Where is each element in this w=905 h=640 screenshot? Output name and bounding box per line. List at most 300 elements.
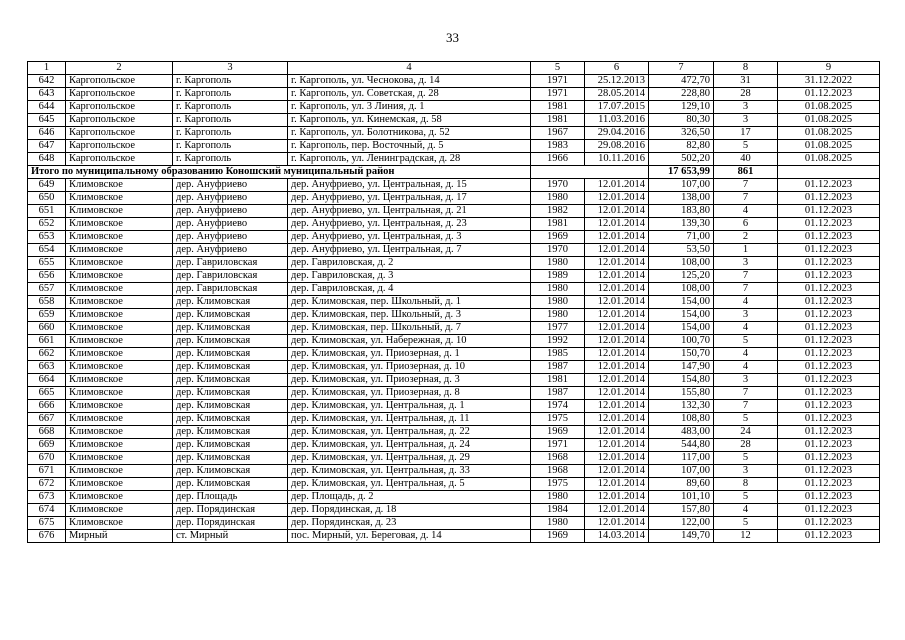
locality: дер. Климовская [173,413,288,426]
municipality: Климовское [66,296,173,309]
row-number: 642 [28,75,66,88]
residents-count: 3 [714,114,778,127]
address: дер. Климовская, ул. Центральная, д. 33 [288,465,531,478]
address: дер. Климовская, ул. Набережная, д. 10 [288,335,531,348]
relocation-deadline: 01.12.2023 [778,257,880,270]
table-row [28,127,880,140]
area: 326,50 [649,127,714,140]
relocation-deadline: 01.12.2023 [778,374,880,387]
table-row [28,283,880,296]
row-number: 661 [28,335,66,348]
relocation-deadline: 01.12.2023 [778,322,880,335]
residents-count: 5 [714,517,778,530]
year-built: 1969 [531,530,585,543]
year-built: 1982 [531,205,585,218]
row-number: 667 [28,413,66,426]
row-number: 658 [28,296,66,309]
municipality: Климовское [66,504,173,517]
table-row [28,270,880,283]
residents-count: 5 [714,491,778,504]
municipality: Климовское [66,517,173,530]
residents-count: 2 [714,231,778,244]
recognition-date: 12.01.2014 [585,400,649,413]
municipality: Климовское [66,283,173,296]
year-built: 1966 [531,153,585,166]
table-row [28,231,880,244]
year-built: 1970 [531,179,585,192]
residents-count: 8 [714,478,778,491]
year-built: 1980 [531,257,585,270]
residents-count: 4 [714,322,778,335]
year-built: 1977 [531,322,585,335]
relocation-deadline: 01.12.2023 [778,205,880,218]
column-number: 4 [288,62,531,75]
row-number: 646 [28,127,66,140]
row-number: 659 [28,309,66,322]
year-built: 1992 [531,335,585,348]
address: дер. Климовская, ул. Центральная, д. 1 [288,400,531,413]
year-built: 1967 [531,127,585,140]
municipality: Климовское [66,257,173,270]
area: 108,00 [649,257,714,270]
municipality: Климовское [66,179,173,192]
locality: дер. Климовская [173,374,288,387]
recognition-date: 29.04.2016 [585,127,649,140]
locality: дер. Климовская [173,439,288,452]
municipality: Климовское [66,413,173,426]
row-number: 650 [28,192,66,205]
area: 483,00 [649,426,714,439]
area: 155,80 [649,387,714,400]
recognition-date: 12.01.2014 [585,387,649,400]
year-built: 1981 [531,101,585,114]
address: дер. Порядинская, д. 18 [288,504,531,517]
table-row [28,179,880,192]
recognition-date: 12.01.2014 [585,478,649,491]
municipality: Климовское [66,374,173,387]
row-number: 655 [28,257,66,270]
table-row [28,335,880,348]
residents-count: 40 [714,153,778,166]
residents-count: 4 [714,504,778,517]
recognition-date: 12.01.2014 [585,413,649,426]
address: дер. Гавриловская, д. 3 [288,270,531,283]
recognition-date: 12.01.2014 [585,348,649,361]
residents-count: 5 [714,140,778,153]
residents-count: 5 [714,413,778,426]
row-number: 664 [28,374,66,387]
relocation-deadline: 01.12.2023 [778,244,880,257]
recognition-date: 12.01.2014 [585,179,649,192]
locality: г. Каргополь [173,153,288,166]
relocation-deadline: 01.12.2023 [778,296,880,309]
municipality: Каргопольское [66,127,173,140]
address: дер. Климовская, ул. Приозерная, д. 10 [288,361,531,374]
year-built: 1974 [531,400,585,413]
year-built: 1985 [531,348,585,361]
housing-registry-table [27,61,880,543]
relocation-deadline: 01.08.2025 [778,127,880,140]
locality: дер. Порядинская [173,517,288,530]
address: дер. Климовская, ул. Центральная, д. 5 [288,478,531,491]
year-built: 1987 [531,361,585,374]
locality: дер. Климовская [173,478,288,491]
residents-count: 7 [714,387,778,400]
municipality: Климовское [66,426,173,439]
address: дер. Климовская, ул. Центральная, д. 24 [288,439,531,452]
area: 154,80 [649,374,714,387]
relocation-deadline: 01.12.2023 [778,309,880,322]
relocation-deadline: 01.12.2023 [778,192,880,205]
recognition-date: 25.12.2013 [585,75,649,88]
row-number: 651 [28,205,66,218]
table-row [28,439,880,452]
residents-count: 7 [714,270,778,283]
recognition-date: 12.01.2014 [585,244,649,257]
residents-count: 4 [714,296,778,309]
area: 53,50 [649,244,714,257]
year-built: 1980 [531,296,585,309]
row-number: 666 [28,400,66,413]
relocation-deadline: 01.12.2023 [778,387,880,400]
address: дер. Климовская, ул. Приозерная, д. 3 [288,374,531,387]
locality: г. Каргополь [173,140,288,153]
table-row [28,530,880,543]
recognition-date: 12.01.2014 [585,374,649,387]
locality: дер. Климовская [173,335,288,348]
table-row [28,478,880,491]
relocation-deadline: 01.12.2023 [778,465,880,478]
area: 150,70 [649,348,714,361]
row-number: 656 [28,270,66,283]
recognition-date: 29.08.2016 [585,140,649,153]
residents-count: 28 [714,88,778,101]
table-row [28,101,880,114]
relocation-deadline: 01.12.2023 [778,504,880,517]
relocation-deadline: 01.12.2023 [778,270,880,283]
area: 100,70 [649,335,714,348]
locality: г. Каргополь [173,101,288,114]
relocation-deadline: 01.12.2023 [778,478,880,491]
table-row [28,504,880,517]
address: дер. Климовская, ул. Центральная, д. 29 [288,452,531,465]
table-row [28,296,880,309]
area: 129,10 [649,101,714,114]
area: 80,30 [649,114,714,127]
column-number: 8 [714,62,778,75]
relocation-deadline: 31.12.2022 [778,75,880,88]
row-number: 668 [28,426,66,439]
locality: дер. Гавриловская [173,283,288,296]
residents-count: 7 [714,179,778,192]
relocation-deadline: 01.12.2023 [778,348,880,361]
municipality: Климовское [66,270,173,283]
residents-count: 5 [714,335,778,348]
municipality: Каргопольское [66,75,173,88]
table-row [28,309,880,322]
year-built: 1983 [531,140,585,153]
locality: дер. Климовская [173,309,288,322]
municipality: Климовское [66,400,173,413]
area: 472,70 [649,75,714,88]
row-number: 660 [28,322,66,335]
column-number: 5 [531,62,585,75]
municipality: Каргопольское [66,88,173,101]
area: 228,80 [649,88,714,101]
residents-count: 3 [714,101,778,114]
year-built: 1975 [531,413,585,426]
row-number: 654 [28,244,66,257]
table-row [28,153,880,166]
recognition-date: 12.01.2014 [585,283,649,296]
recognition-date: 12.01.2014 [585,491,649,504]
row-number: 671 [28,465,66,478]
address: дер. Климовская, ул. Приозерная, д. 1 [288,348,531,361]
subtotal-label: Итого по муниципальному образованию Коношский муниципальный район [28,166,531,179]
table-row [28,465,880,478]
subtotal-count: 861 [714,166,778,179]
locality: дер. Климовская [173,400,288,413]
relocation-deadline: 01.12.2023 [778,491,880,504]
residents-count: 7 [714,400,778,413]
year-built: 1987 [531,387,585,400]
area: 132,30 [649,400,714,413]
table-row [28,75,880,88]
residents-count: 31 [714,75,778,88]
year-built: 1968 [531,465,585,478]
address: дер. Климовская, ул. Центральная, д. 22 [288,426,531,439]
table-row [28,361,880,374]
locality: дер. Ануфриево [173,244,288,257]
table-row [28,244,880,257]
address: г. Каргополь, ул. Кинемская, д. 58 [288,114,531,127]
area: 157,80 [649,504,714,517]
column-number: 3 [173,62,288,75]
address: дер. Гавриловская, д. 2 [288,257,531,270]
address: г. Каргополь, ул. 3 Линия, д. 1 [288,101,531,114]
residents-count: 3 [714,257,778,270]
row-number: 653 [28,231,66,244]
subtotal-area: 17 653,99 [649,166,714,179]
year-built: 1968 [531,452,585,465]
address: г. Каргополь, пер. Восточный, д. 5 [288,140,531,153]
address: дер. Ануфриево, ул. Центральная, д. 3 [288,231,531,244]
area: 502,20 [649,153,714,166]
row-number: 662 [28,348,66,361]
address: пос. Мирный, ул. Береговая, д. 14 [288,530,531,543]
area: 183,80 [649,205,714,218]
area: 125,20 [649,270,714,283]
row-number: 657 [28,283,66,296]
year-built: 1971 [531,75,585,88]
recognition-date: 10.11.2016 [585,153,649,166]
table-row [28,517,880,530]
recognition-date: 12.01.2014 [585,309,649,322]
area: 107,00 [649,465,714,478]
locality: дер. Ануфриево [173,231,288,244]
recognition-date: 12.01.2014 [585,192,649,205]
column-number: 2 [66,62,173,75]
address: дер. Климовская, пер. Школьный, д. 7 [288,322,531,335]
area: 108,00 [649,283,714,296]
column-number: 7 [649,62,714,75]
recognition-date: 12.01.2014 [585,452,649,465]
relocation-deadline: 01.12.2023 [778,179,880,192]
relocation-deadline: 01.12.2023 [778,88,880,101]
locality: дер. Площадь [173,491,288,504]
residents-count: 3 [714,374,778,387]
table-row [28,114,880,127]
locality: дер. Порядинская [173,504,288,517]
column-number-row [28,62,880,75]
row-number: 643 [28,88,66,101]
table-row [28,140,880,153]
year-built: 1980 [531,192,585,205]
row-number: 647 [28,140,66,153]
row-number: 670 [28,452,66,465]
relocation-deadline: 01.08.2025 [778,101,880,114]
row-number: 676 [28,530,66,543]
locality: дер. Климовская [173,296,288,309]
municipality: Климовское [66,309,173,322]
municipality: Каргопольское [66,101,173,114]
locality: г. Каргополь [173,127,288,140]
area: 107,00 [649,179,714,192]
residents-count: 4 [714,205,778,218]
address: дер. Климовская, ул. Центральная, д. 11 [288,413,531,426]
recognition-date: 12.01.2014 [585,205,649,218]
area: 122,00 [649,517,714,530]
table-row [28,88,880,101]
table-row [28,205,880,218]
area: 154,00 [649,322,714,335]
residents-count: 12 [714,530,778,543]
municipality: Каргопольское [66,140,173,153]
area: 139,30 [649,218,714,231]
row-number: 648 [28,153,66,166]
municipality: Климовское [66,244,173,257]
table-row [28,374,880,387]
area: 117,00 [649,452,714,465]
row-number: 665 [28,387,66,400]
residents-count: 17 [714,127,778,140]
residents-count: 5 [714,452,778,465]
municipality: Климовское [66,491,173,504]
locality: дер. Климовская [173,426,288,439]
address: дер. Порядинская, д. 23 [288,517,531,530]
year-built: 1970 [531,244,585,257]
municipality: Климовское [66,387,173,400]
municipality: Каргопольское [66,153,173,166]
municipality: Климовское [66,465,173,478]
locality: г. Каргополь [173,114,288,127]
recognition-date: 12.01.2014 [585,322,649,335]
residents-count: 1 [714,244,778,257]
year-built: 1981 [531,374,585,387]
recognition-date: 12.01.2014 [585,439,649,452]
table-row [28,257,880,270]
relocation-deadline: 01.08.2025 [778,153,880,166]
municipality: Климовское [66,361,173,374]
relocation-deadline: 01.12.2023 [778,231,880,244]
locality: дер. Гавриловская [173,257,288,270]
year-built: 1980 [531,491,585,504]
area: 82,80 [649,140,714,153]
locality: ст. Мирный [173,530,288,543]
area: 147,90 [649,361,714,374]
year-built: 1969 [531,426,585,439]
municipality: Климовское [66,439,173,452]
address: г. Каргополь, ул. Чеснокова, д. 14 [288,75,531,88]
residents-count: 7 [714,283,778,296]
row-number: 649 [28,179,66,192]
table-row [28,400,880,413]
address: дер. Ануфриево, ул. Центральная, д. 15 [288,179,531,192]
address: дер. Площадь, д. 2 [288,491,531,504]
year-built: 1980 [531,517,585,530]
area: 544,80 [649,439,714,452]
table-row [28,413,880,426]
row-number: 673 [28,491,66,504]
relocation-deadline: 01.08.2025 [778,140,880,153]
locality: дер. Климовская [173,452,288,465]
locality: дер. Гавриловская [173,270,288,283]
recognition-date: 12.01.2014 [585,270,649,283]
recognition-date: 12.01.2014 [585,296,649,309]
residents-count: 7 [714,192,778,205]
year-built: 1980 [531,309,585,322]
row-number: 652 [28,218,66,231]
recognition-date: 11.03.2016 [585,114,649,127]
municipality: Каргопольское [66,114,173,127]
municipality: Климовское [66,231,173,244]
table-row [28,426,880,439]
residents-count: 4 [714,348,778,361]
relocation-deadline: 01.12.2023 [778,335,880,348]
address: дер. Ануфриево, ул. Центральная, д. 17 [288,192,531,205]
locality: дер. Ануфриево [173,179,288,192]
year-built: 1971 [531,439,585,452]
residents-count: 24 [714,426,778,439]
municipality: Климовское [66,335,173,348]
area: 154,00 [649,309,714,322]
recognition-date: 12.01.2014 [585,361,649,374]
table-row [28,218,880,231]
locality: г. Каргополь [173,88,288,101]
locality: дер. Ануфриево [173,205,288,218]
address: дер. Ануфриево, ул. Центральная, д. 7 [288,244,531,257]
recognition-date: 12.01.2014 [585,504,649,517]
residents-count: 4 [714,361,778,374]
recognition-date: 12.01.2014 [585,517,649,530]
recognition-date: 12.01.2014 [585,218,649,231]
relocation-deadline: 01.12.2023 [778,426,880,439]
address: дер. Климовская, пер. Школьный, д. 1 [288,296,531,309]
recognition-date: 14.03.2014 [585,530,649,543]
row-number: 663 [28,361,66,374]
address: г. Каргополь, ул. Болотникова, д. 52 [288,127,531,140]
relocation-deadline: 01.12.2023 [778,452,880,465]
recognition-date: 12.01.2014 [585,465,649,478]
year-built: 1975 [531,478,585,491]
subtotal-empty-cell [778,166,880,179]
locality: дер. Климовская [173,322,288,335]
address: дер. Климовская, пер. Школьный, д. 3 [288,309,531,322]
relocation-deadline: 01.12.2023 [778,218,880,231]
row-number: 669 [28,439,66,452]
locality: дер. Климовская [173,361,288,374]
relocation-deadline: 01.12.2023 [778,413,880,426]
